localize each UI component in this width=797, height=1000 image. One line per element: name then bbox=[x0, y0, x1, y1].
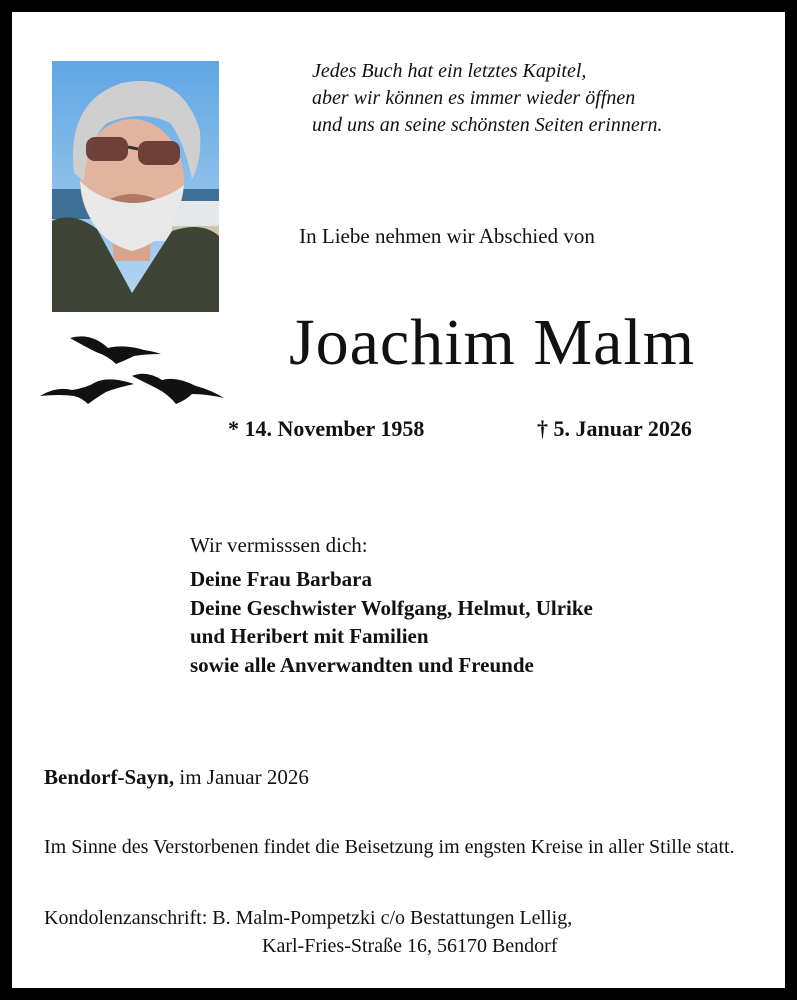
date-text: im Januar 2026 bbox=[174, 765, 309, 789]
death-date: † 5. Januar 2026 bbox=[537, 416, 692, 441]
farewell-intro: In Liebe nehmen wir Abschied von bbox=[299, 224, 595, 248]
birds-icon bbox=[36, 324, 226, 406]
mourners-line: Deine Geschwister Wolfgang, Helmut, Ulrike bbox=[190, 595, 593, 620]
quote-line-2: aber wir können es immer wieder öffnen bbox=[312, 87, 636, 109]
burial-notice: Im Sinne des Verstorbenen findet die Beisetzung im engsten Kreise in aller Stille statt. bbox=[44, 836, 735, 858]
mourners-line: Deine Frau Barbara bbox=[190, 567, 372, 591]
condolence-address bbox=[44, 904, 572, 960]
quote bbox=[312, 58, 782, 139]
mourners-line: sowie alle Anverwandten und Freunde bbox=[190, 652, 534, 677]
mourners-line: und Heribert mit Familien bbox=[190, 624, 429, 648]
birth-date: * 14. November 1958 bbox=[228, 416, 425, 441]
deceased-name: Joachim Malm bbox=[288, 306, 696, 379]
quote-line-1: Jedes Buch hat ein letztes Kapitel, bbox=[312, 60, 587, 82]
condolence-line-2: Karl-Fries-Straße 16, 56170 Bendorf bbox=[262, 935, 558, 957]
portrait-photo bbox=[52, 61, 219, 312]
condolence-line-1: Kondolenzanschrift: B. Malm-Pompetzki c/o Bestattungen Lellig, bbox=[44, 907, 573, 929]
mourners-list bbox=[190, 565, 593, 679]
place-date-line bbox=[44, 765, 309, 790]
miss-heading: Wir vermisssen dich: bbox=[190, 533, 368, 557]
obituary-card bbox=[12, 12, 785, 988]
place-name: Bendorf-Sayn, bbox=[44, 765, 175, 789]
quote-line-3: und uns an seine schönsten Seiten erinnern. bbox=[312, 114, 663, 136]
